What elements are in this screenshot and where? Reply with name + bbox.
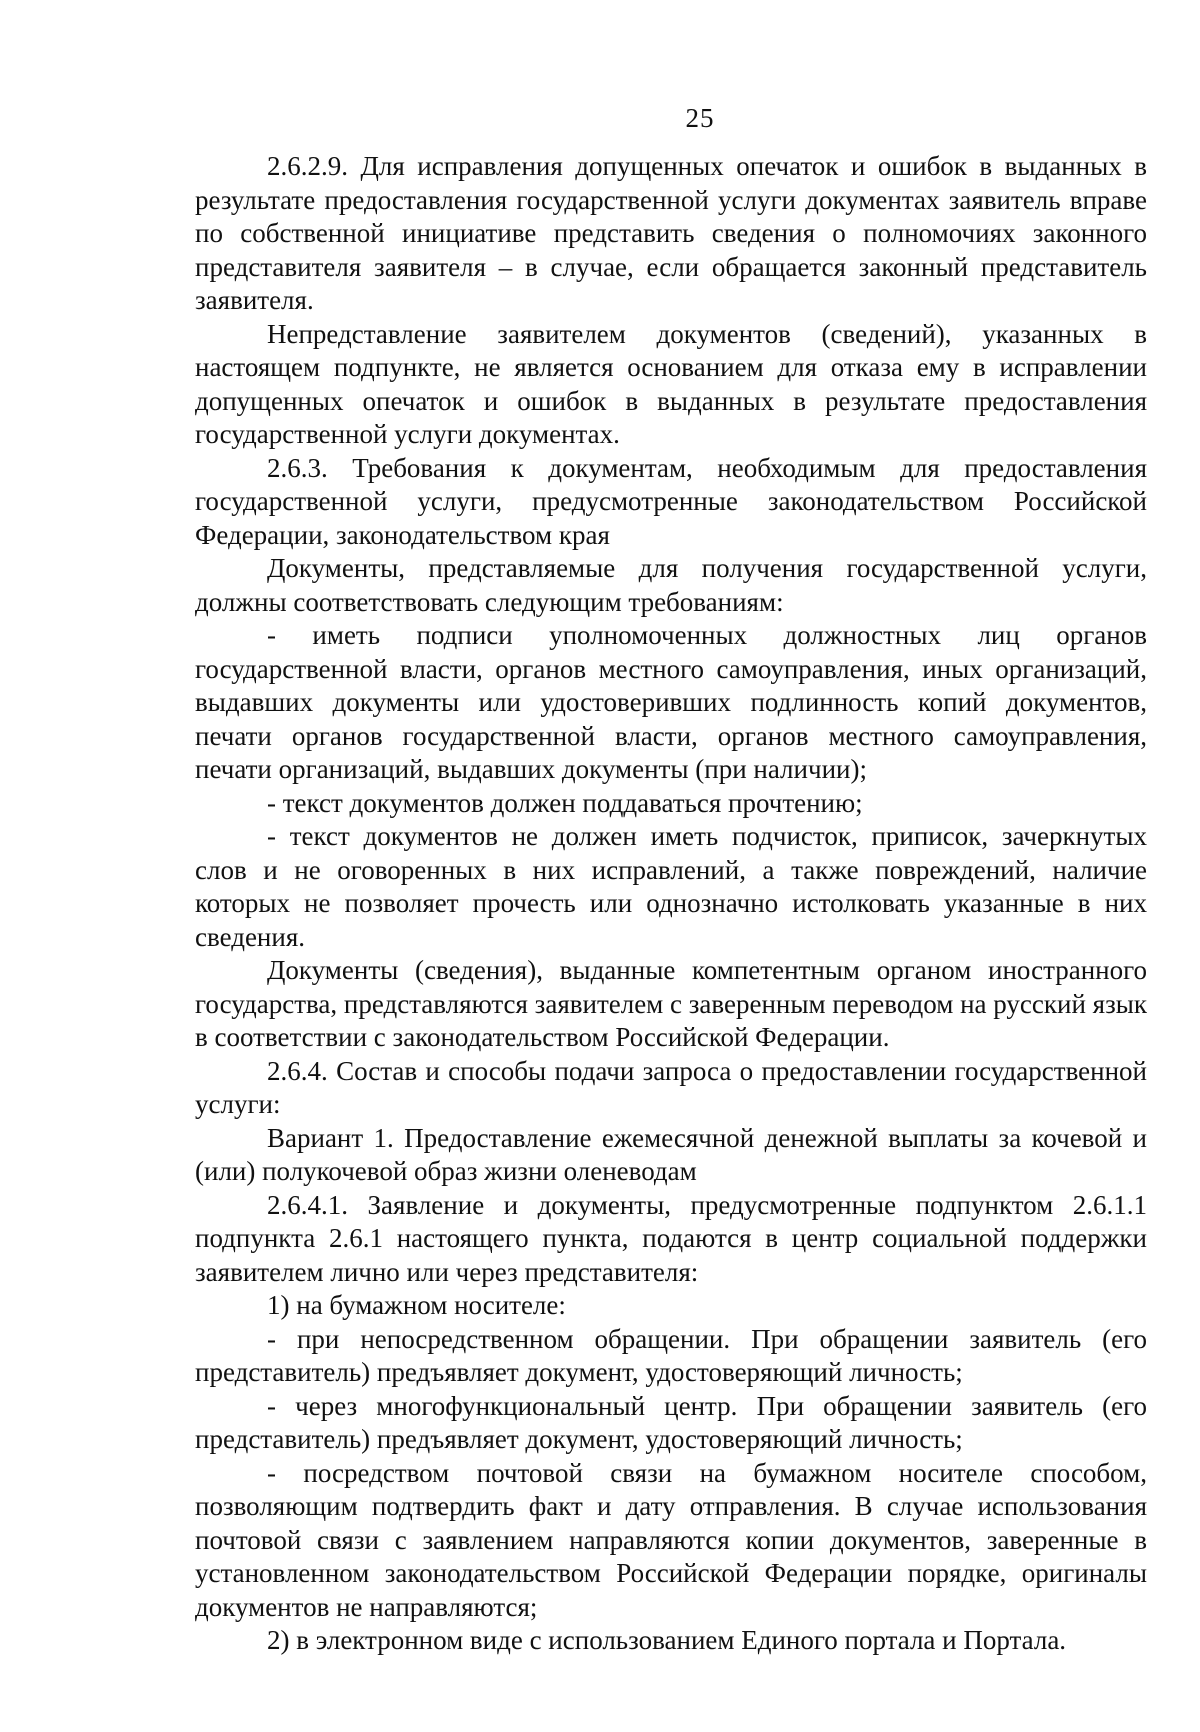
paragraph: 2) в электронном виде с использованием Единого портала и Портала. (267, 1625, 1067, 1655)
paragraph: 2.6.2.9. Для исправления допущенных опечаток и ошибок в выданных в результате предоставления государственной услуги документах заявитель вправе по собственной инициативе представить сведения о полномочиях законного представителя заявителя – в случае, если обращается законный представитель заявителя. (195, 151, 1147, 315)
paragraph: - при непосредственном обращении. При обращении заявитель (его представитель) предъявляет документ, удостоверяющий личность; (195, 1323, 1147, 1387)
paragraph: - текст документов должен поддаваться прочтению; (267, 787, 863, 818)
paragraph: Вариант 1. Предоставление ежемесячной денежной выплаты за кочевой и (или) полукочевой образ жизни оленеводам (195, 1122, 1147, 1186)
paragraph: 1) на бумажном носителе: (267, 1290, 566, 1320)
paragraph: 2.6.4. Состав и способы подачи запроса о предоставлении государственной услуги: (195, 1055, 1147, 1119)
paragraph: - текст документов не должен иметь подчисток, приписок, зачеркнутых слов и не оговоренных в них исправлений, а также повреждений, наличие которых не позволяет прочесть или однозначно истолковать указанные в них сведения. (195, 821, 1147, 952)
paragraph: Документы, представляемые для получения государственной услуги, должны соответствовать следующим требованиям: (195, 553, 1147, 617)
paragraph: - через многофункциональный центр. При обращении заявитель (его представитель) предъявляет документ, удостоверяющий личность; (195, 1390, 1147, 1454)
paragraph: Непредставление заявителем документов (сведений), указанных в настоящем подпункте, не является основанием для отказа ему в исправлении допущенных опечаток и ошибок в выданных в результате предоставления государственной услуги документах. (195, 318, 1147, 449)
paragraph: - иметь подписи уполномоченных должностных лиц органов государственной власти, органов местного самоуправления, иных организаций, выдавших документы или удостоверивших подлинность копий документов, печати органов государственной власти, органов местного самоуправления, печати организаций, выдавших документы (при наличии); (195, 620, 1147, 784)
paragraph: Документы (сведения), выданные компетентным органом иностранного государства, представляются заявителем с заверенным переводом на русский язык в соответствии с законодательством Российской Федерации. (195, 955, 1148, 1052)
paragraph: 2.6.3. Требования к документам, необходимым для предоставления государственной услуги, предусмотренные законодательством Российской Федерации, законодательством края (195, 452, 1147, 550)
page-number: 25 (685, 103, 715, 133)
paragraph: 2.6.4.1. Заявление и документы, предусмотренные подпунктом 2.6.1.1 подпункта 2.6.1 настоящего пункта, подаются в центр социальной поддержки заявителем лично или через представителя: (195, 1189, 1147, 1287)
paragraph: - посредством почтовой связи на бумажном носителе способом, позволяющим подтвердить факт и дату отправления. В случае использования почтовой связи с заявлением направляются копии документов, заверенные в установленном законодательством Российской Федерации порядке, оригиналы документов не направляются; (195, 1457, 1147, 1622)
document-body (195, 150, 1147, 1658)
